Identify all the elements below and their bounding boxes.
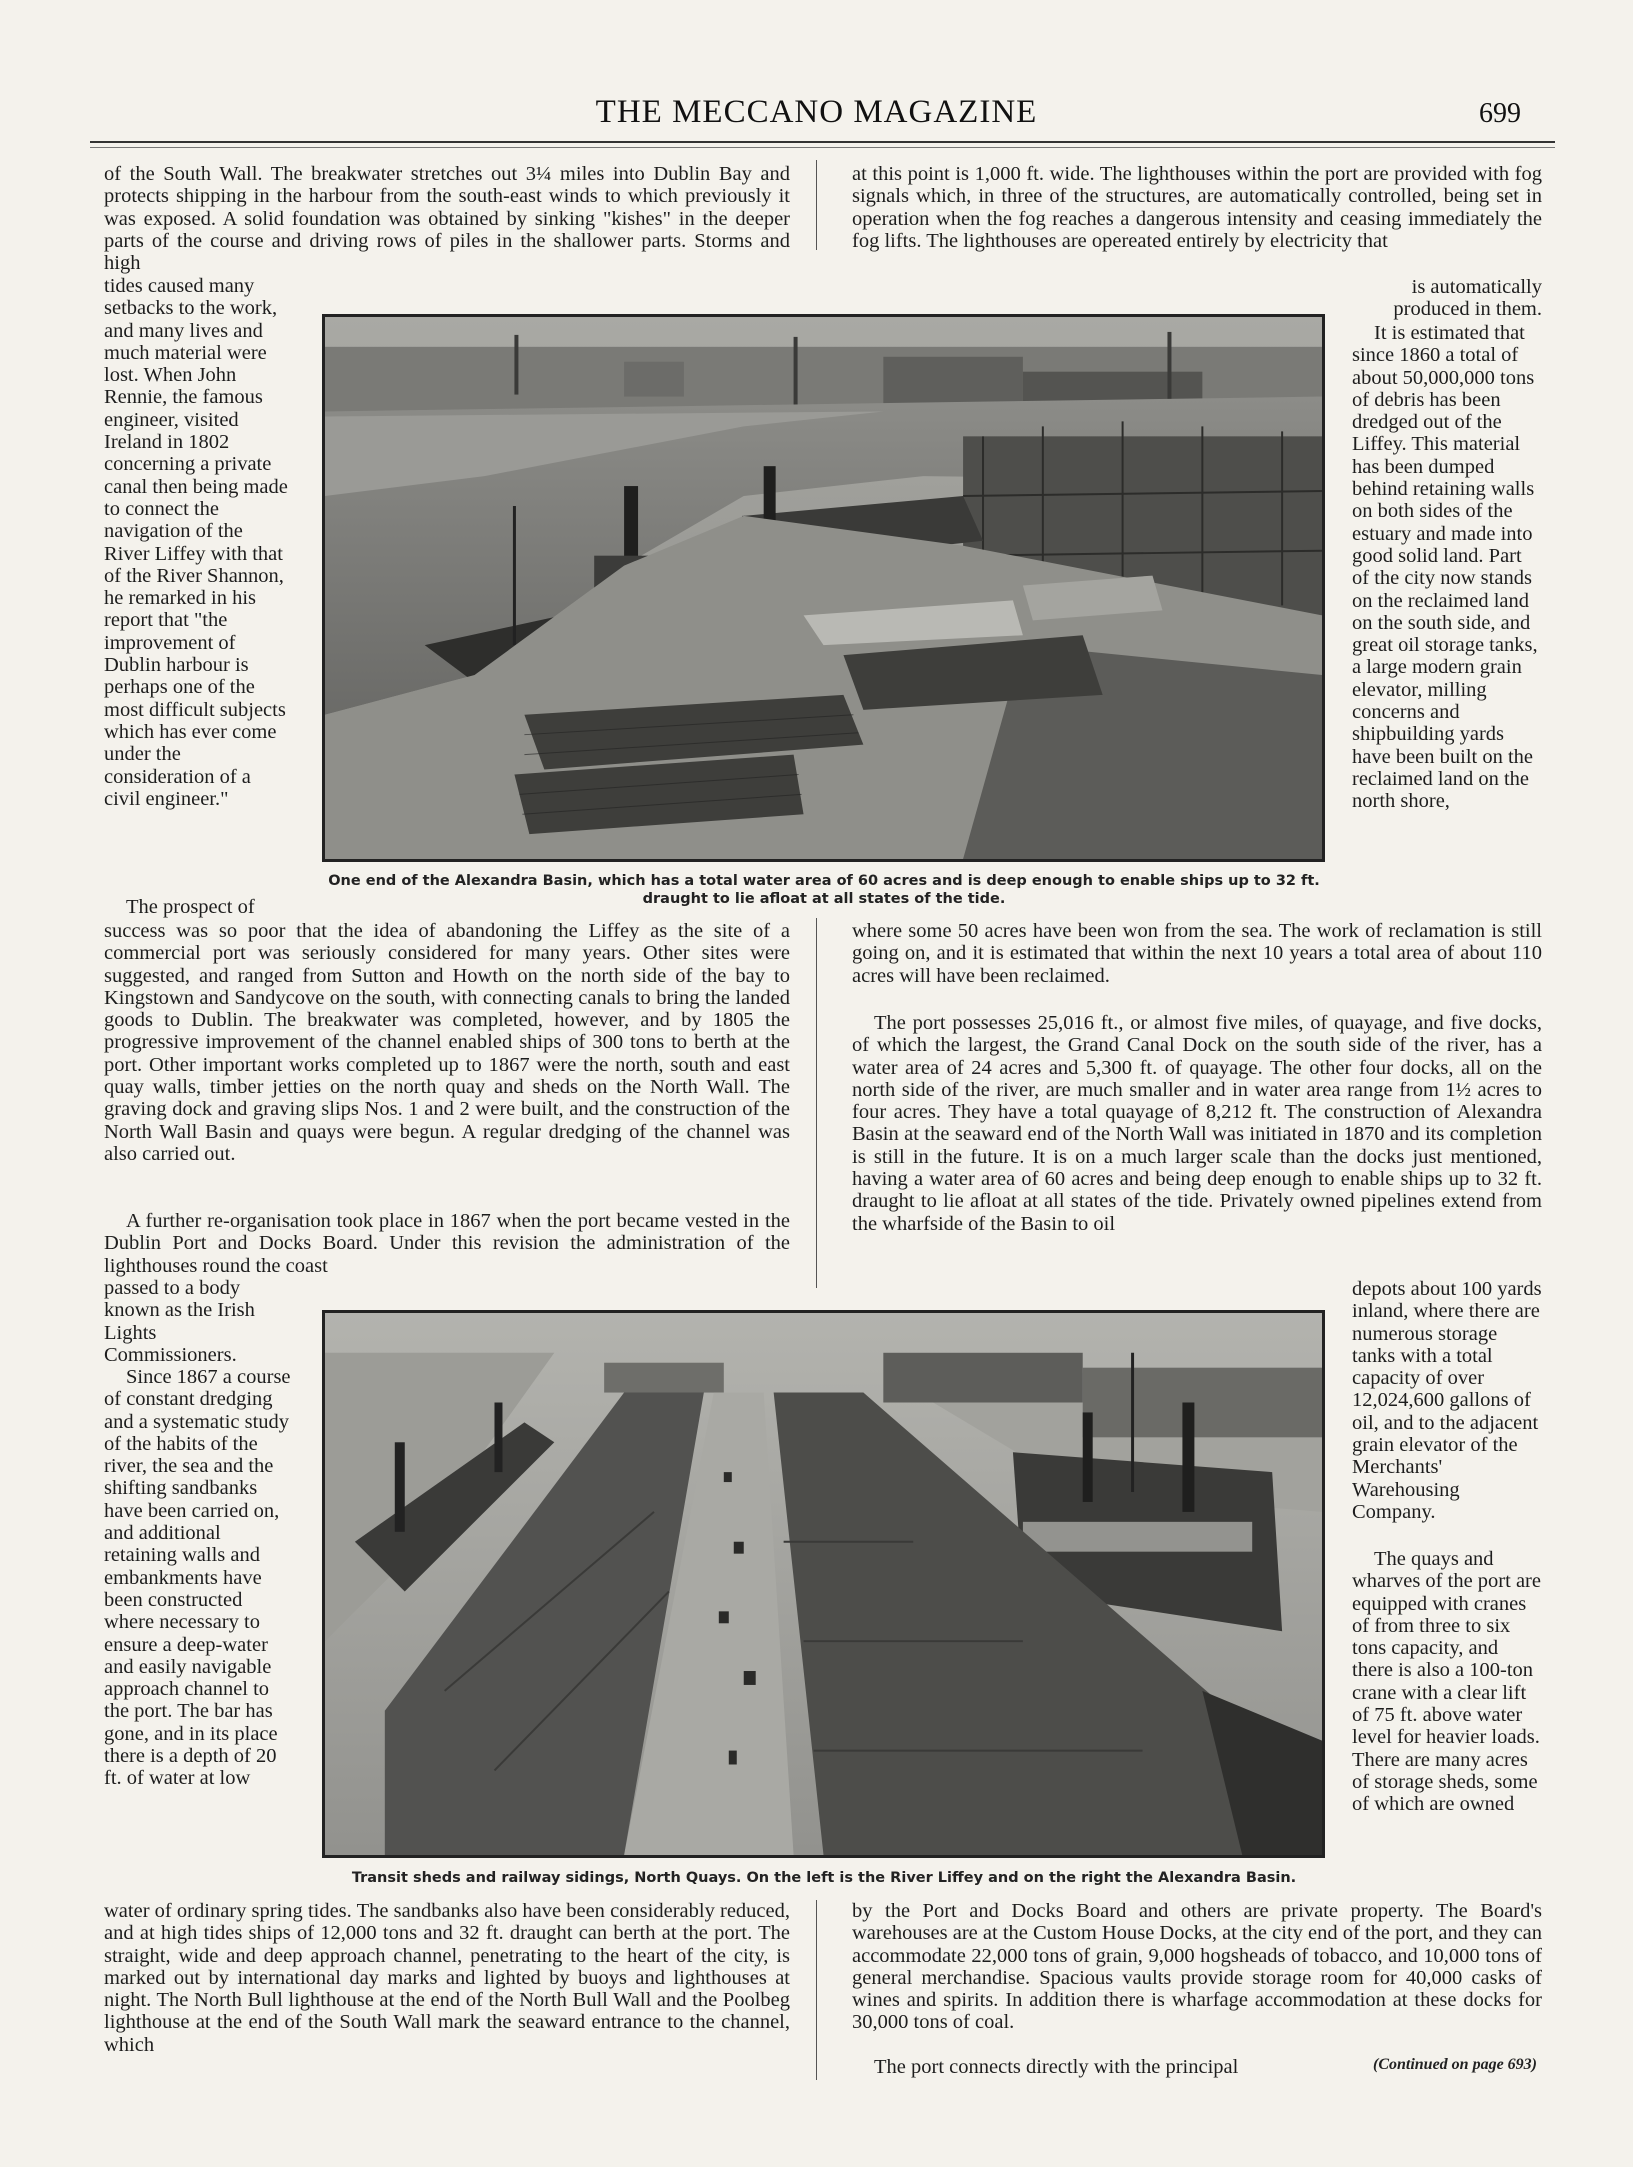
left-wrap-text-4: Since 1867 a course of constant dredging and a systematic study of the habits of the river, the sea and the shifting sandbanks have been carried on, and additional retaining walls and embankments have been constructed where necessary to ensure a deep-water and easily navigable approach channel to the port. The bar has gone, and in its place there is a depth of 20 ft. of water at low xyxy=(104,1366,291,1790)
magazine-title: THE MECCANO MAGAZINE xyxy=(595,94,1038,130)
right-wrap-text-4: The quays and wharves of the port are equipped with cranes of from three to six tons capacity, and there is also a 100-ton crane with a clear lift of 75 ft. above water level for heavier loads. There are many acres of storage sheds, some of which are owned xyxy=(1352,1548,1541,1816)
column-divider-middle xyxy=(816,918,817,1288)
column-divider-bottom xyxy=(816,1900,817,2080)
photo-transit-sheds xyxy=(322,1310,1325,1858)
left-wrap-text-3: passed to a body known as the Irish Lights Commissioners. xyxy=(104,1277,255,1366)
header-rule-thin xyxy=(90,147,1555,148)
left-paragraph-4: water of ordinary spring tides. The sandbanks also have been considerably reduced, and at high tides ships of 12,000 tons and 32 ft. draught can berth at the port. The straight, wide and deep approach channel, penetrating to the heart of the city, is marked out by international day marks and lighted by buoys and lighthouses at night. The North Bull lighthouse at the end of the North Bull Wall and the Poolbeg lighthouse at the end of the South Wall mark the seaward entrance to the channel, which xyxy=(104,1900,790,2056)
quays-photo-illustration xyxy=(325,1313,1322,1855)
photo-alexandra-basin xyxy=(322,314,1325,862)
right-paragraph-4: by the Port and Docks Board and others are private property. The Board's warehouses are at the Custom House Docks, at the city end of the port, and they can accommodate 22,000 tons of grain, 9,000 hogsheads of tobacco, and 10,000 tons of general merchandise. Spacious vaults provide storage room for 40,000 casks of wines and spirits. In addition there is wharfage accommodation at these docks for 30,000 tons of coal. xyxy=(852,1900,1542,2034)
left-paragraph-2: success was so poor that the idea of abandoning the Liffey as the site of a commercial port was seriously considered for many years. Other sites were suggested, and ranged from Sutton and Howth on the north side of the bay to Kingstown and Sandycove on the south, with connecting canals to bring the landed goods to Dublin. The breakwater was completed, however, and by 1805 the progressive improvement of the channel enabled ships of 300 tons to berth at the port. Other important works completed up to 1867 were the north, south and east quay walls, timber jetties on the north quay and sheds on the North Wall. The graving dock and graving slips Nos. 1 and 2 were built, and the construction of the North Wall Basin and quays were begun. A regular dredging of the channel was also carried out. xyxy=(104,920,790,1165)
right-wrap-text-1: is automatically produced in them. xyxy=(1393,276,1542,321)
left-paragraph-3: A further re-organisation took place in 1867 when the port became vested in the Dublin Port and Docks Board. Under this revision the administration of the lighthouses round the coast xyxy=(104,1210,790,1277)
right-paragraph-1: at this point is 1,000 ft. wide. The lighthouses within the port are provided with fog signals which, in three of the structures, are automatically controlled, being set in operation when the fog reaches a dangerous intensity and ceasing immediately the fog lifts. The lighthouses are opereated entirely by electricity that xyxy=(852,163,1542,252)
left-paragraph-1: of the South Wall. The breakwater stretches out 3¼ miles into Dublin Bay and protects shipping in the harbour from the south-east winds to which previously it was exposed. A solid foundation was obtained by sinking "kishes" in the deeper parts of the course and driving rows of piles in the shallower parts. Storms and high xyxy=(104,163,790,275)
right-wrap-text-3: depots about 100 yards inland, where there are numerous storage tanks with a total capacity of over 12,024,600 gallons of oil, and to the adjacent grain elevator of the Merchants' Warehousing Company. xyxy=(1352,1278,1542,1523)
continued-note: (Continued on page 693) xyxy=(1372,2056,1537,2073)
page-number: 699 xyxy=(1479,98,1521,129)
left-wrap-text-1: tides caused many setbacks to the work, and many lives and much material were lost. When John Rennie, the famous engineer, visited Ireland in 1802 concerning a private canal then being made to connect the navigation of the River Liffey with that of the River Shannon, he remarked in his report that "the improvement of Dublin harbour is perhaps one of the most difficult subjects which has ever come under the consideration of a civil engineer." xyxy=(104,275,288,810)
right-paragraph-3: The port possesses 25,016 ft., or almost five miles, of quayage, and five docks, of which the largest, the Grand Canal Dock on the south side of the river, has a water area of 24 acres and 5,300 ft. of quayage. The other four docks, all on the north side of the river, are much smaller and in water area range from 1½ acres to four acres. They have a total quayage of 8,212 ft. The construction of Alexandra Basin at the seaward end of the North Wall was initiated in 1870 and its completion is still in the future. It is on a much larger scale than the docks just mentioned, having a water area of 60 acres and being deep enough to enable ships up to 32 ft. draught to lie afloat at all states of the tide. Privately owned pipelines extend from the wharfside of the Basin to oil xyxy=(852,1012,1542,1235)
column-divider-top xyxy=(816,160,817,250)
header-rule xyxy=(90,141,1555,143)
right-paragraph-5: The port connects directly with the principal xyxy=(874,2056,1239,2078)
photo-caption-bottom: Transit sheds and railway sidings, North Quays. On the left is the River Liffey and on the right the Alexandra Basin. xyxy=(351,1870,1297,1886)
right-paragraph-2: where some 50 acres have been won from the sea. The work of reclamation is still going on, and it is estimated that within the next 10 years a total area of about 110 acres will have been reclaimed. xyxy=(852,920,1542,987)
photo-caption-top: One end of the Alexandra Basin, which has a total water area of 60 acres and is deep enough to enable ships up to 32 ft. draught to lie afloat at all states of the tide. xyxy=(328,873,1320,907)
left-paragraph-2-start: The prospect of xyxy=(126,896,255,918)
right-wrap-text-2: It is estimated that since 1860 a total of about 50,000,000 tons of debris has been dredged out of the Liffey. This material has been dumped behind retaining walls on both sides of the estuary and made into good solid land. Part of the city now stands on the reclaimed land on the south side, and great oil storage tanks, a large modern grain elevator, milling concerns and shipbuilding yards have been built on the reclaimed land on the north shore, xyxy=(1352,322,1538,813)
harbour-photo-illustration xyxy=(325,317,1322,859)
